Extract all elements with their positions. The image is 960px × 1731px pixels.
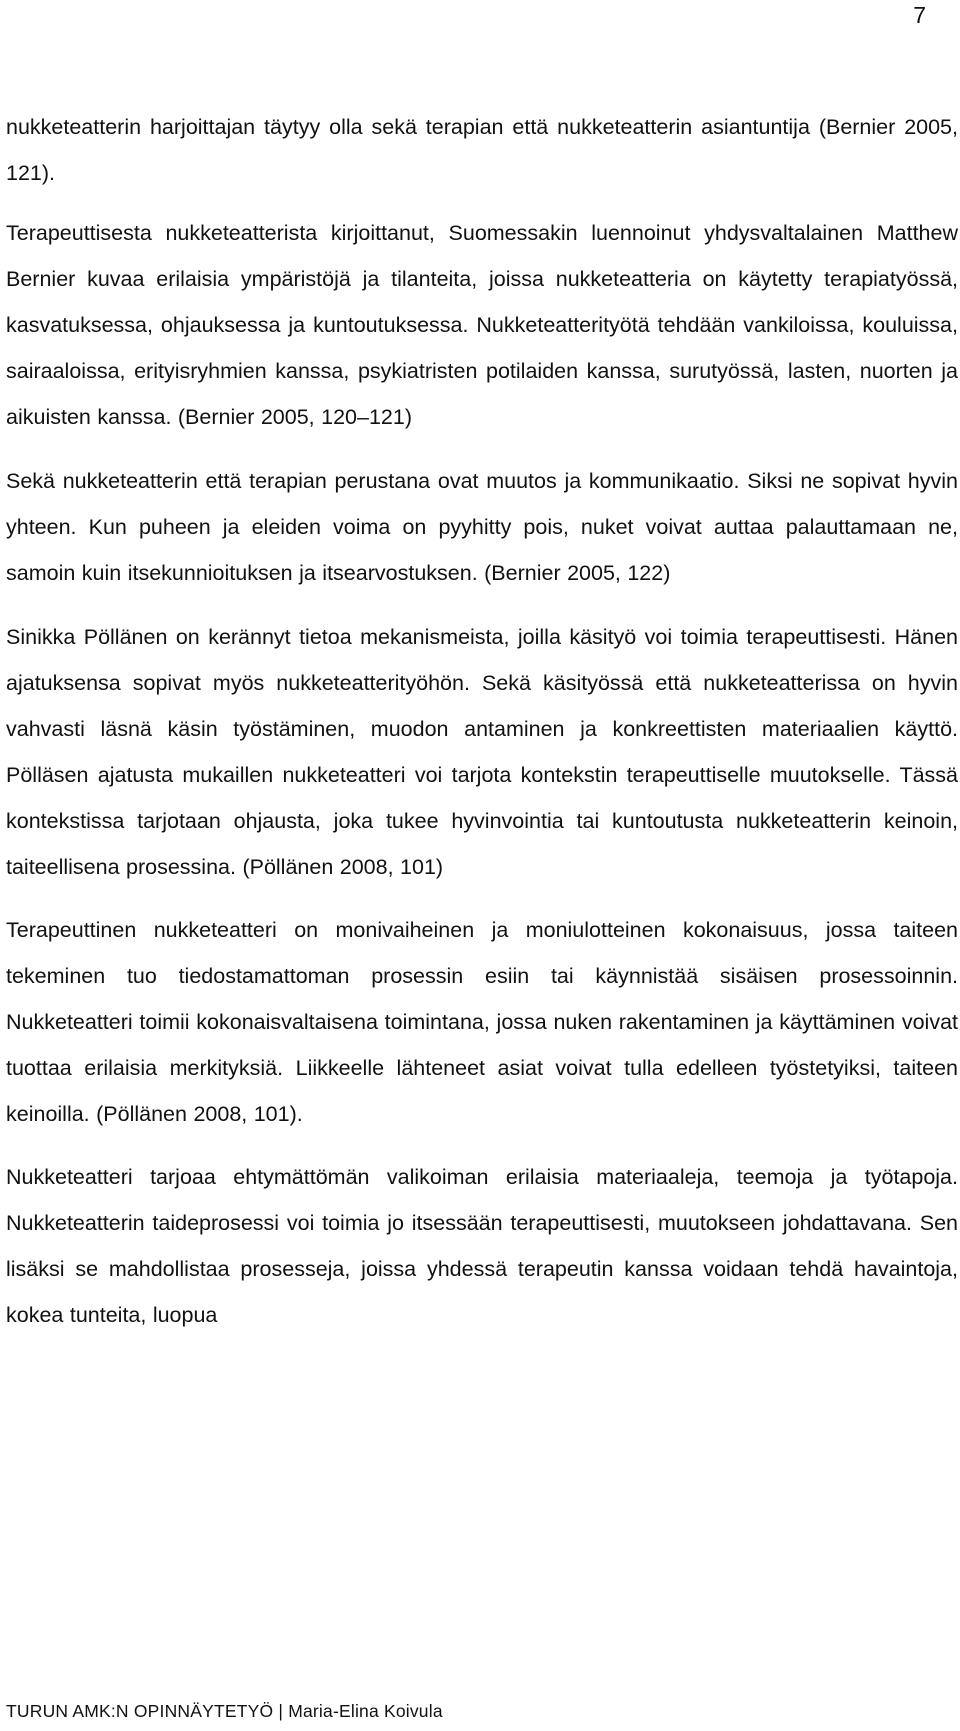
paragraph-pollanen-mechanisms: Sinikka Pöllänen on kerännyt tietoa mekanismeista, joilla käsityö voi toimia terapeuttisesti. Hänen ajatuksensa sopivat myös nukketeatterityöhön. Sekä käsityössä että nukketeatterissa on hyvin vahvasti läsnä käsin työstäminen, muodon antaminen ja konkreettisten materiaalien käyttö. Pölläsen ajatusta mukaillen nukketeatteri voi tarjota kontekstin terapeuttiselle muutokselle. Tässä kontekstissa tarjotaan ohjausta, joka tukee hyvinvointia tai kuntoutusta nukketeatterin keinoin, taiteellisena prosessina. (Pöllänen 2008, 101) [6, 625, 958, 879]
paragraph-therapeutic-puppetry: Terapeuttinen nukketeatteri on monivaiheinen ja moniulotteinen kokonaisuus, jossa taiteen tekeminen tuo tiedostamattoman prosessin esiin tai käynnistää sisäisen prosessoinnin. Nukketeatteri toimii kokonaisvaltaisena toimintana, jossa nuken rakentaminen ja käyttäminen voivat tuottaa erilaisia merkityksiä. Liikkeelle lähteneet asiat voivat tulla edelleen työstetyiksi, taiteen keinoilla. (Pöllänen 2008, 101). [6, 918, 958, 1126]
document-body [6, 104, 958, 1338]
paragraph-continuation: nukketeatterin harjoittajan täytyy olla sekä terapian että nukketeatterin asiantuntija (Bernier 2005, 121). [6, 115, 958, 185]
paragraph-materials-themes: Nukketeatteri tarjoaa ehtymättömän valikoiman erilaisia materiaaleja, teemoja ja työtapoja. Nukketeatterin taideprosessi voi toimia jo itsessään terapeuttisesti, muutokseen johdattavana. Sen lisäksi se mahdollistaa prosesseja, joissa yhdessä terapeutin kanssa voidaan tehdä havaintoja, kokea tunteita, luopua [6, 1165, 958, 1327]
page-number: 7 [913, 2, 926, 28]
paragraph-bernier-contexts: Terapeuttisesta nukketeatterista kirjoittanut, Suomessakin luennoinut yhdysvaltalainen Matthew Bernier kuvaa erilaisia ympäristöjä ja tilanteita, joissa nukketeatteria on käytetty terapiatyössä, kasvatuksessa, ohjauksessa ja kuntoutuksessa. Nukketeatterityötä tehdään vankiloissa, kouluissa, sairaaloissa, erityisryhmien kanssa, psykiatristen potilaiden kanssa, surutyössä, lasten, nuorten ja aikuisten kanssa. (Bernier 2005, 120–121) [6, 221, 958, 429]
page-footer: TURUN AMK:N OPINNÄYTETYÖ | Maria-Elina Koivula [6, 1701, 443, 1721]
paragraph-change-communication: Sekä nukketeatterin että terapian perustana ovat muutos ja kommunikaatio. Siksi ne sopivat hyvin yhteen. Kun puheen ja eleiden voima on pyyhitty pois, nuket voivat auttaa palauttamaan ne, samoin kuin itsekunnioituksen ja itsearvostuksen. (Bernier 2005, 122) [6, 469, 958, 585]
